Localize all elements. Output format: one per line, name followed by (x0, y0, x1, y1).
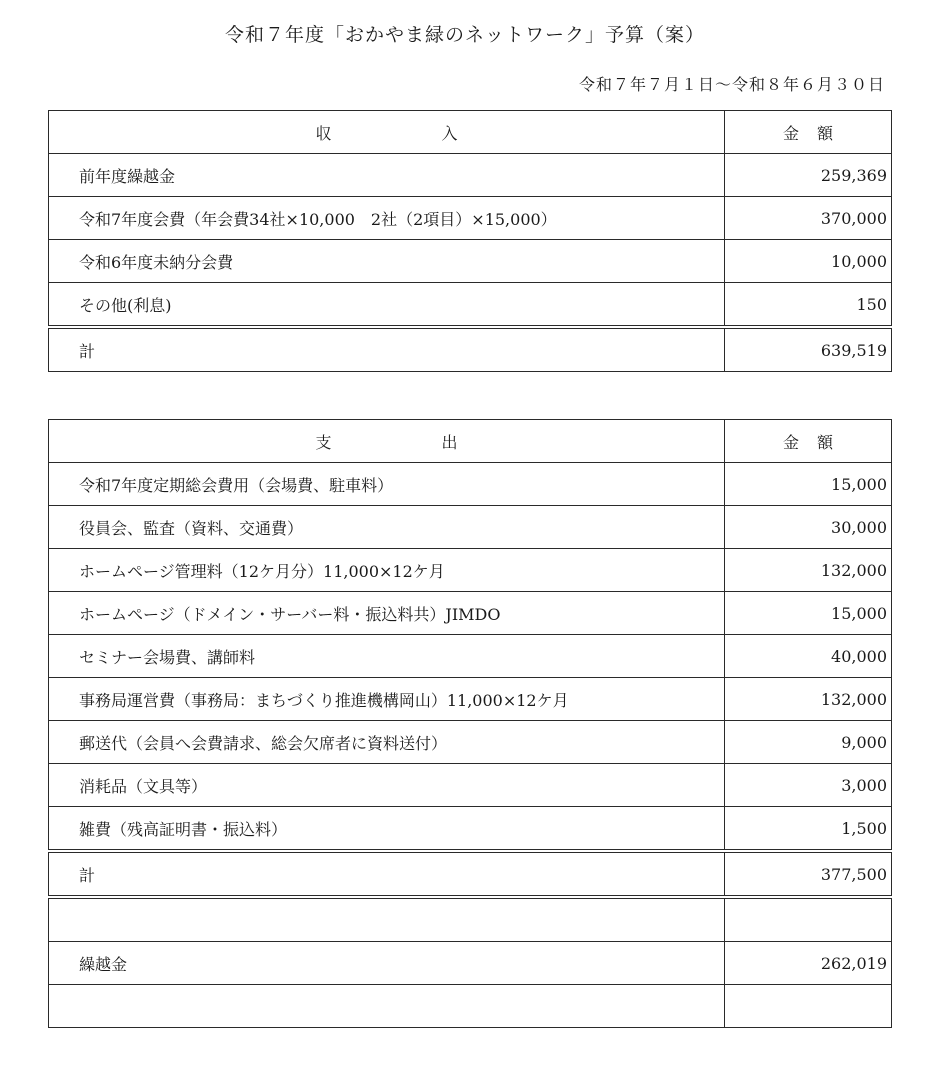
table-row (49, 506, 892, 549)
expense-amount: 9,000 (725, 721, 892, 764)
expense-header-amount: 金額 (725, 420, 892, 463)
income-table (48, 110, 892, 372)
table-row (49, 463, 892, 506)
expense-table (48, 419, 892, 1028)
table-row (49, 721, 892, 764)
empty-cell (725, 985, 892, 1028)
table-row (49, 592, 892, 635)
expense-item: 雑費（残高証明書・振込料） (49, 807, 725, 852)
income-header-row (49, 111, 892, 154)
expense-amount: 132,000 (725, 678, 892, 721)
expense-item: ホームページ管理料（12ケ月分）11,000×12ケ月 (49, 549, 725, 592)
income-amount: 370,000 (725, 197, 892, 240)
income-amount: 150 (725, 283, 892, 328)
income-total-label: 計 (49, 327, 725, 372)
income-item: その他(利息) (49, 283, 725, 328)
expense-header-item: 支出 (49, 420, 725, 463)
expense-item: 役員会、監査（資料、交通費） (49, 506, 725, 549)
table-row (49, 549, 892, 592)
expense-item: 事務局運営費（事務局：まちづくり推進機構岡山）11,000×12ケ月 (49, 678, 725, 721)
expense-total-row (49, 851, 892, 897)
expense-item: セミナー会場費、講師料 (49, 635, 725, 678)
expense-amount: 15,000 (725, 592, 892, 635)
table-row (49, 807, 892, 852)
expense-amount: 15,000 (725, 463, 892, 506)
table-row (49, 764, 892, 807)
expense-amount: 1,500 (725, 807, 892, 852)
expense-total-amount: 377,500 (725, 851, 892, 897)
budget-period: 令和７年７月１日～令和８年６月３０日 (578, 75, 885, 94)
income-item: 令和6年度未納分会費 (49, 240, 725, 283)
empty-row (49, 897, 892, 942)
table-row (49, 240, 892, 283)
table-row (49, 154, 892, 197)
table-row (49, 678, 892, 721)
expense-header-row (49, 420, 892, 463)
table-row (49, 197, 892, 240)
carryover-row (49, 942, 892, 985)
empty-cell (49, 897, 725, 942)
income-header-item: 収入 (49, 111, 725, 154)
expense-item: 令和7年度定期総会費用（会場費、駐車料） (49, 463, 725, 506)
income-header-amount: 金額 (725, 111, 892, 154)
expense-item: ホームページ（ドメイン・サーバー料・振込料共）JIMDO (49, 592, 725, 635)
income-total-row (49, 327, 892, 372)
expense-amount: 132,000 (725, 549, 892, 592)
income-amount: 10,000 (725, 240, 892, 283)
empty-cell (49, 985, 725, 1028)
empty-cell (725, 897, 892, 942)
income-item: 令和7年度会費（年会費34社×10,000 2社（2項目）×15,000） (49, 197, 725, 240)
expense-total-label: 計 (49, 851, 725, 897)
carryover-amount: 262,019 (725, 942, 892, 985)
document-title: 令和７年度「おかやま緑のネットワーク」予算（案） (224, 24, 705, 46)
expense-item: 郵送代（会員へ会費請求、総会欠席者に資料送付） (49, 721, 725, 764)
table-row (49, 283, 892, 328)
expense-amount: 3,000 (725, 764, 892, 807)
empty-row (49, 985, 892, 1028)
income-item: 前年度繰越金 (49, 154, 725, 197)
carryover-label: 繰越金 (49, 942, 725, 985)
expense-item: 消耗品（文具等） (49, 764, 725, 807)
expense-amount: 40,000 (725, 635, 892, 678)
income-amount: 259,369 (725, 154, 892, 197)
income-total-amount: 639,519 (725, 327, 892, 372)
table-row (49, 635, 892, 678)
expense-amount: 30,000 (725, 506, 892, 549)
